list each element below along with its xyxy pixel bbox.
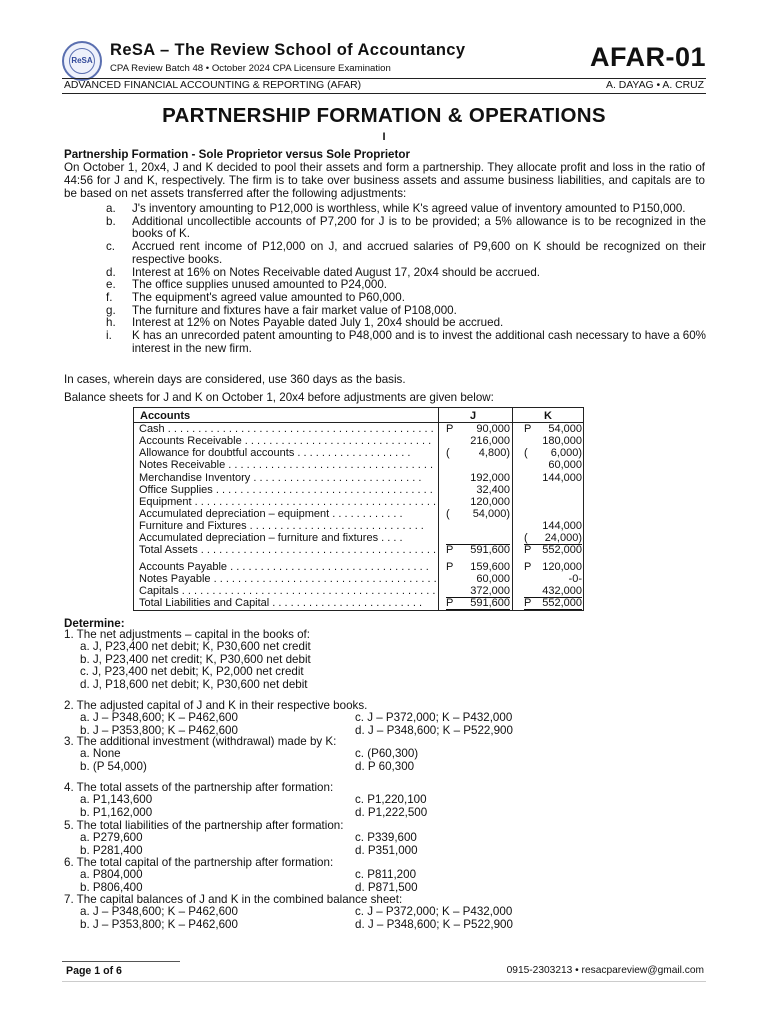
answer-option: c. J – P372,000; K – P432,000 bbox=[355, 905, 513, 919]
intro-paragraph: On October 1, 20x4, J and K decided to pool their assets and form a partnership. They allocate profit and loss in the ratio of 44:56 for J and K, respectively. The firm is to take over business assets and assume business liabilities, and capitals are to be based on net assets transferred after the following adjustments: bbox=[64, 161, 705, 200]
page-title: PARTNERSHIP FORMATION & OPERATIONS bbox=[162, 104, 606, 127]
answer-option: b. J – P353,800; K – P462,600 bbox=[80, 917, 238, 931]
amount-j bbox=[446, 544, 510, 556]
account-label: Total Assets . . . . . . . . . . . . . . . . . . . . . . . . . . . . . . . . . . . . . . . bbox=[139, 544, 437, 556]
amount-j bbox=[446, 520, 510, 532]
amount-value: 120,000 bbox=[470, 496, 510, 508]
amount-k bbox=[524, 484, 582, 496]
amount-value: 60,000 bbox=[548, 459, 582, 471]
account-label: Merchandise Inventory . . . . . . . . . . . . . . . . . . . . . . . . . . . . bbox=[139, 472, 422, 484]
currency-mark: ( bbox=[524, 447, 528, 459]
answer-option: b. P1,162,000 bbox=[80, 805, 153, 819]
amount-k bbox=[524, 544, 582, 556]
adjustment-text: J's inventory amounting to P12,000 is worthless, while K's agreed value of inventory amounted to P150,000. bbox=[132, 202, 686, 215]
question-text: 6. The total capital of the partnership after formation: bbox=[64, 856, 334, 869]
amount-k bbox=[524, 561, 582, 573]
question-text: 7. The capital balances of J and K in the combined balance sheet: bbox=[64, 893, 403, 906]
amount-value: -0- bbox=[568, 573, 582, 585]
answer-option: d. P1,222,500 bbox=[355, 805, 428, 819]
adjustment-item bbox=[106, 241, 706, 266]
answer-option: a. P279,600 bbox=[80, 831, 143, 845]
adjustment-text: Interest at 12% on Notes Payable dated July 1, 20x4 should be accrued. bbox=[132, 316, 504, 330]
footer-line bbox=[62, 981, 706, 982]
school-name: ReSA – The Review School of Accountancy bbox=[110, 41, 466, 59]
currency-mark: P bbox=[446, 544, 454, 556]
adjustment-text: K has an unrecorded patent amounting to P48,000 and is to invest the additional cash necessary to have a 60% interest in the new firm. bbox=[132, 329, 706, 355]
amount-value: 54,000 bbox=[548, 423, 582, 435]
answer-option: d. P871,500 bbox=[355, 880, 418, 894]
amount-value: 192,000 bbox=[470, 472, 510, 484]
adjustment-letter: h. bbox=[106, 316, 116, 330]
question-text: 3. The additional investment (withdrawal) made by K: bbox=[64, 735, 337, 748]
answer-option: a. P1,143,600 bbox=[80, 793, 153, 807]
amount-j bbox=[446, 472, 510, 484]
answer-option: a. J, P23,400 net debit; K, P30,600 net credit bbox=[80, 640, 311, 654]
adjustment-item bbox=[106, 330, 706, 355]
amount-k bbox=[524, 459, 582, 471]
part-number: I bbox=[382, 131, 386, 143]
page-number: Page 1 of 6 bbox=[66, 965, 122, 977]
answer-option: c. P339,600 bbox=[355, 831, 417, 845]
amount-k bbox=[524, 573, 582, 585]
account-label: Office Supplies . . . . . . . . . . . . . . . . . . . . . . . . . . . . . . . . . . . . bbox=[139, 484, 433, 496]
logo-text: ReSA bbox=[69, 48, 95, 74]
amount-j bbox=[446, 435, 510, 447]
amount-value: 6,000) bbox=[550, 447, 582, 459]
answer-option: c. J, P23,400 net debit; K, P2,000 net credit bbox=[80, 665, 304, 679]
amount-j bbox=[446, 423, 510, 435]
answer-option: c. J – P372,000; K – P432,000 bbox=[355, 711, 513, 725]
amount-j bbox=[446, 447, 510, 459]
adjustment-letter: g. bbox=[106, 303, 116, 317]
amount-j bbox=[446, 484, 510, 496]
amount-value: 372,000 bbox=[470, 585, 510, 597]
amount-k bbox=[524, 597, 582, 610]
contact-info: 0915-2303213 • resacpareview@gmail.com bbox=[506, 965, 704, 976]
adjustment-text: Additional uncollectible accounts of P7,200 for J is to be provided; a 5% allowance is to be recognized in the books of K. bbox=[132, 214, 706, 241]
amount-value: 24,000) bbox=[544, 532, 582, 544]
adjustment-letter: f. bbox=[106, 290, 113, 304]
balance-sheet-table bbox=[133, 407, 584, 611]
adjustment-letter: b. bbox=[106, 214, 116, 228]
amount-j bbox=[446, 573, 510, 585]
answer-option: c. P811,200 bbox=[355, 868, 417, 882]
amount-j bbox=[446, 496, 510, 508]
header-accounts: Accounts bbox=[140, 410, 191, 422]
amount-value: 54,000) bbox=[472, 508, 510, 520]
account-label: Accounts Payable . . . . . . . . . . . . . . . . . . . . . . . . . . . . . . . . . bbox=[139, 561, 429, 573]
header-rule-top bbox=[62, 78, 706, 79]
currency-mark: ( bbox=[446, 508, 450, 520]
account-label: Accounts Receivable . . . . . . . . . . . . . . . . . . . . . . . . . . . . . . . bbox=[139, 435, 432, 447]
currency-mark: ( bbox=[446, 447, 450, 459]
header-j: J bbox=[470, 410, 477, 422]
balance-note: Balance sheets for J and K on October 1, 20x4 before adjustments are given below: bbox=[64, 391, 494, 404]
currency-mark: ( bbox=[524, 532, 528, 544]
account-label: Furniture and Fixtures . . . . . . . . . . . . . . . . . . . . . . . . . . . . . bbox=[139, 520, 424, 532]
answer-option: b. P806,400 bbox=[80, 880, 143, 894]
currency-mark: P bbox=[446, 597, 454, 609]
amount-k bbox=[524, 472, 582, 484]
resa-logo-icon bbox=[62, 41, 102, 81]
determine-heading: Determine: bbox=[64, 617, 125, 630]
answer-option: b. J – P353,800; K – P462,600 bbox=[80, 723, 238, 737]
header-k: K bbox=[544, 410, 552, 422]
account-label: Accumulated depreciation – furniture and fixtures . . . . bbox=[139, 532, 403, 544]
footer-rule bbox=[62, 961, 180, 962]
amount-k bbox=[524, 508, 582, 520]
amount-k bbox=[524, 423, 582, 435]
currency-mark: P bbox=[524, 561, 532, 573]
days-note: In cases, wherein days are considered, use 360 days as the basis. bbox=[64, 373, 406, 386]
account-label: Notes Receivable . . . . . . . . . . . . . . . . . . . . . . . . . . . . . . . . . . bbox=[139, 459, 434, 471]
adjustment-text: The office supplies unused amounted to P24,000. bbox=[132, 278, 388, 292]
adjustment-text: The furniture and fixtures have a fair market value of P108,000. bbox=[132, 303, 457, 317]
answer-option: d. J – P348,600; K – P522,900 bbox=[355, 917, 513, 931]
header-rule-bottom bbox=[62, 93, 706, 94]
answer-option: d. P 60,300 bbox=[355, 759, 415, 773]
adjustment-letter: a. bbox=[106, 202, 116, 215]
adjustment-letter: c. bbox=[106, 240, 116, 254]
amount-value: 552,000 bbox=[542, 597, 582, 609]
currency-mark: P bbox=[524, 423, 532, 435]
answer-option: c. P1,220,100 bbox=[355, 793, 427, 807]
amount-j bbox=[446, 597, 510, 610]
answer-option: b. (P 54,000) bbox=[80, 759, 147, 773]
answer-option: b. P281,400 bbox=[80, 843, 143, 857]
answer-option: a. None bbox=[80, 747, 121, 761]
question-text: 1. The net adjustments – capital in the books of: bbox=[64, 628, 310, 641]
amount-k bbox=[524, 520, 582, 532]
currency-mark: P bbox=[446, 561, 454, 573]
adjustment-letter: i. bbox=[106, 329, 112, 343]
amount-value: 60,000 bbox=[476, 573, 510, 585]
account-label: Notes Payable . . . . . . . . . . . . . . . . . . . . . . . . . . . . . . . . . . . . . bbox=[139, 573, 437, 585]
answer-option: c. (P60,300) bbox=[355, 747, 419, 761]
answer-option: a. J – P348,600; K – P462,600 bbox=[80, 711, 238, 725]
amount-value: 552,000 bbox=[542, 544, 582, 556]
amount-value: 90,000 bbox=[476, 423, 510, 435]
account-label: Equipment . . . . . . . . . . . . . . . . . . . . . . . . . . . . . . . . . . . . . . . . bbox=[139, 496, 437, 508]
account-label: Allowance for doubtful accounts . . . . . . . . . . . . . . . . . . . bbox=[139, 447, 411, 459]
question-text: 2. The adjusted capital of J and K in their respective books. bbox=[64, 699, 368, 712]
amount-k bbox=[524, 447, 582, 459]
answer-option: d. J, P18,600 net debit; K, P30,600 net debit bbox=[80, 677, 308, 691]
amount-value: 591,600 bbox=[470, 597, 510, 609]
adjustment-item bbox=[106, 216, 706, 241]
amount-value: 591,600 bbox=[470, 544, 510, 556]
question-text: 4. The total assets of the partnership after formation: bbox=[64, 781, 334, 794]
subject-line: ADVANCED FINANCIAL ACCOUNTING & REPORTING (AFAR) bbox=[64, 80, 362, 91]
adjustment-letter: d. bbox=[106, 265, 116, 279]
account-label: Accumulated depreciation – equipment . . . . . . . . . . . . bbox=[139, 508, 403, 520]
amount-value: 216,000 bbox=[470, 435, 510, 447]
section-heading: Partnership Formation - Sole Proprietor versus Sole Proprietor bbox=[64, 148, 410, 161]
account-label: Capitals . . . . . . . . . . . . . . . . . . . . . . . . . . . . . . . . . . . . . . . . . . bbox=[139, 585, 436, 597]
currency-mark: P bbox=[524, 544, 532, 556]
adjustment-text: The equipment's agreed value amounted to P60,000. bbox=[132, 290, 405, 304]
answer-option: a. P804,000 bbox=[80, 868, 143, 882]
currency-mark: P bbox=[446, 423, 454, 435]
amount-value: 432,000 bbox=[542, 585, 582, 597]
answer-option: b. J, P23,400 net credit; K, P30,600 net debit bbox=[80, 652, 311, 666]
currency-mark: P bbox=[524, 597, 532, 609]
amount-j bbox=[446, 508, 510, 520]
amount-value: 144,000 bbox=[542, 472, 582, 484]
answer-option: d. J – P348,600; K – P522,900 bbox=[355, 723, 513, 737]
amount-j bbox=[446, 459, 510, 471]
account-label: Total Liabilities and Capital . . . . . . . . . . . . . . . . . . . . . . . . . bbox=[139, 597, 423, 609]
document-code: AFAR-01 bbox=[589, 42, 706, 72]
answer-option: d. P351,000 bbox=[355, 843, 418, 857]
authors-line: A. DAYAG • A. CRUZ bbox=[606, 80, 704, 91]
account-label: Cash . . . . . . . . . . . . . . . . . . . . . . . . . . . . . . . . . . . . . . . . . . . . bbox=[139, 423, 434, 435]
adjustment-text: Accrued rent income of P12,000 on J, and accrued salaries of P9,600 on K should be recognized on their respective books. bbox=[132, 240, 706, 266]
amount-value: 159,600 bbox=[470, 561, 510, 573]
amount-j bbox=[446, 561, 510, 573]
amount-value: 180,000 bbox=[542, 435, 582, 447]
amount-value: 120,000 bbox=[542, 561, 582, 573]
amount-value: 32,400 bbox=[476, 484, 510, 496]
amount-k bbox=[524, 496, 582, 508]
adjustments-list bbox=[106, 203, 706, 355]
question-text: 5. The total liabilities of the partnership after formation: bbox=[64, 819, 344, 832]
column-divider bbox=[512, 408, 513, 610]
batch-line: CPA Review Batch 48 • October 2024 CPA Licensure Examination bbox=[110, 63, 391, 74]
amount-value: 4,800) bbox=[478, 447, 510, 459]
amount-k bbox=[524, 435, 582, 447]
adjustment-letter: e. bbox=[106, 278, 116, 292]
amount-value: 144,000 bbox=[542, 520, 582, 532]
adjustment-text: Interest at 16% on Notes Receivable dated August 17, 20x4 should be accrued. bbox=[132, 265, 540, 279]
answer-option: a. J – P348,600; K – P462,600 bbox=[80, 905, 238, 919]
